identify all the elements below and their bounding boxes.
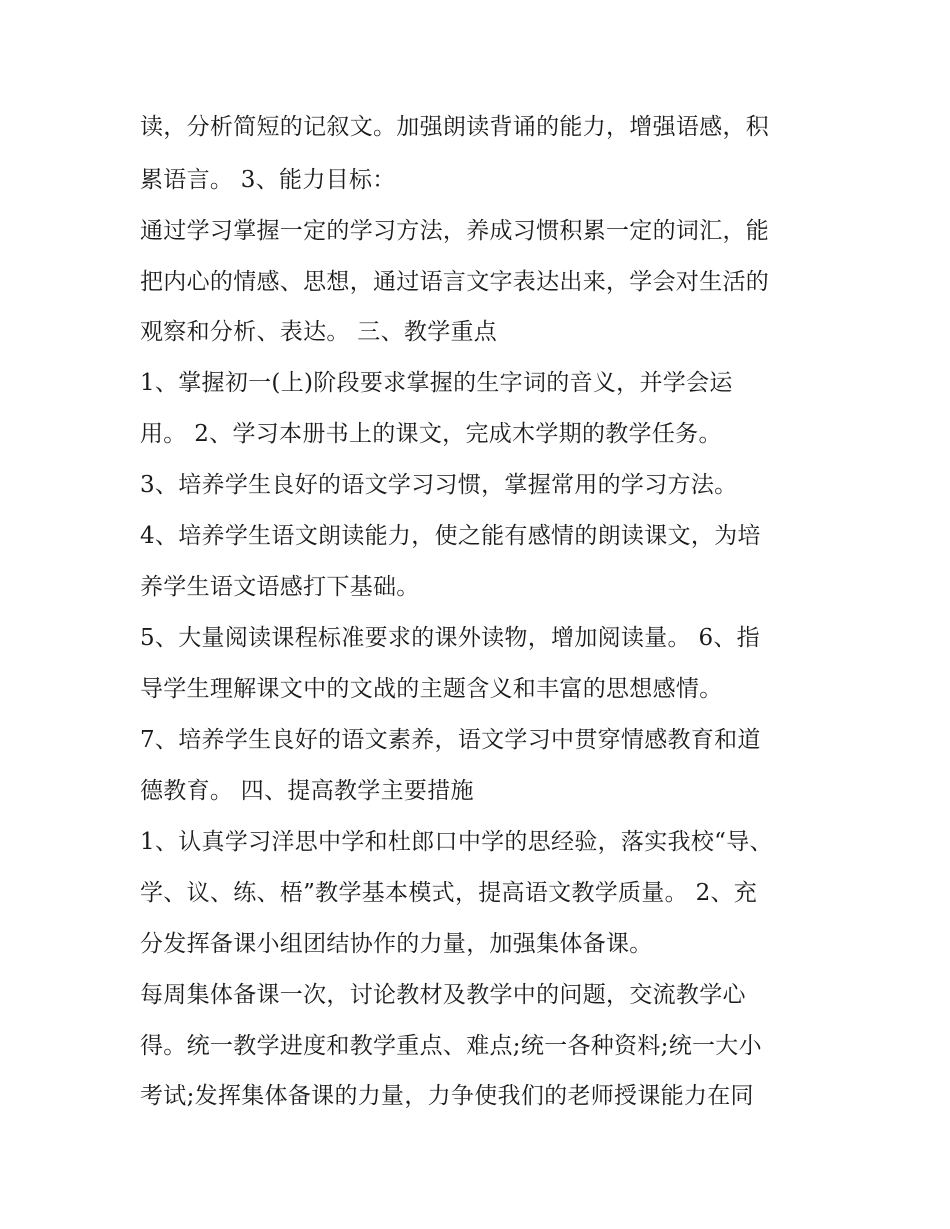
text-line: 学、议、练、梧”教学基本模式，提高语文教学质量。 2、充 bbox=[140, 880, 758, 906]
text-line: 累语言。 3、能力目标： bbox=[140, 167, 396, 193]
text-line: 1、认真学习洋思中学和杜郎口中学的思经验，落实我校“导、 bbox=[140, 829, 773, 855]
text-line: 5、大量阅读课程标准要求的课外读物，增加阅读量。 6、指 bbox=[140, 625, 760, 651]
text-line: 养学生语文语感打下基础。 bbox=[140, 574, 420, 600]
text-line: 观察和分析、表达。 三、教学重点 bbox=[140, 319, 498, 345]
text-line: 分发挥备课小组团结协作的力量，加强集体备课。 bbox=[140, 931, 653, 957]
text-line: 7、培养学生良好的语文素养，语文学习中贯穿情感教育和道 bbox=[140, 727, 761, 753]
text-line: 每周集体备课一次，讨论教材及教学中的问题，交流教学心 bbox=[140, 982, 746, 1008]
text-line: 德教育。 四、提高教学主要措施 bbox=[140, 778, 474, 804]
text-line: 得。统一教学进度和教学重点、难点;统一各种资料;统一大小 bbox=[140, 1033, 762, 1059]
text-line: 把内心的情感、思想，通过语言文字表达出来，学会对生活的 bbox=[140, 269, 770, 295]
text-line: 1、掌握初一(上)阶段要求掌握的生字词的音义，并学会运 bbox=[140, 370, 733, 396]
text-line: 导学生理解课文中的文战的主题含义和丰富的思想感情。 bbox=[140, 676, 723, 702]
text-line: 考试;发挥集体备课的力量，力争使我们的老师授课能力在同 bbox=[140, 1083, 754, 1109]
text-line: 3、培养学生良好的语文学习习惯，掌握常用的学习方法。 bbox=[140, 472, 738, 498]
text-line: 4、培养学生语文朗读能力，使之能有感情的朗读课文，为培 bbox=[140, 523, 761, 549]
text-line: 通过学习掌握一定的学习方法，养成习惯积累一定的词汇，能 bbox=[140, 218, 770, 244]
text-line: 用。 2、学习本册书上的课文，完成木学期的教学任务。 bbox=[140, 421, 722, 447]
text-line: 读，分析简短的记叙文。加强朗读背诵的能力，增强语感，积 bbox=[140, 114, 770, 140]
